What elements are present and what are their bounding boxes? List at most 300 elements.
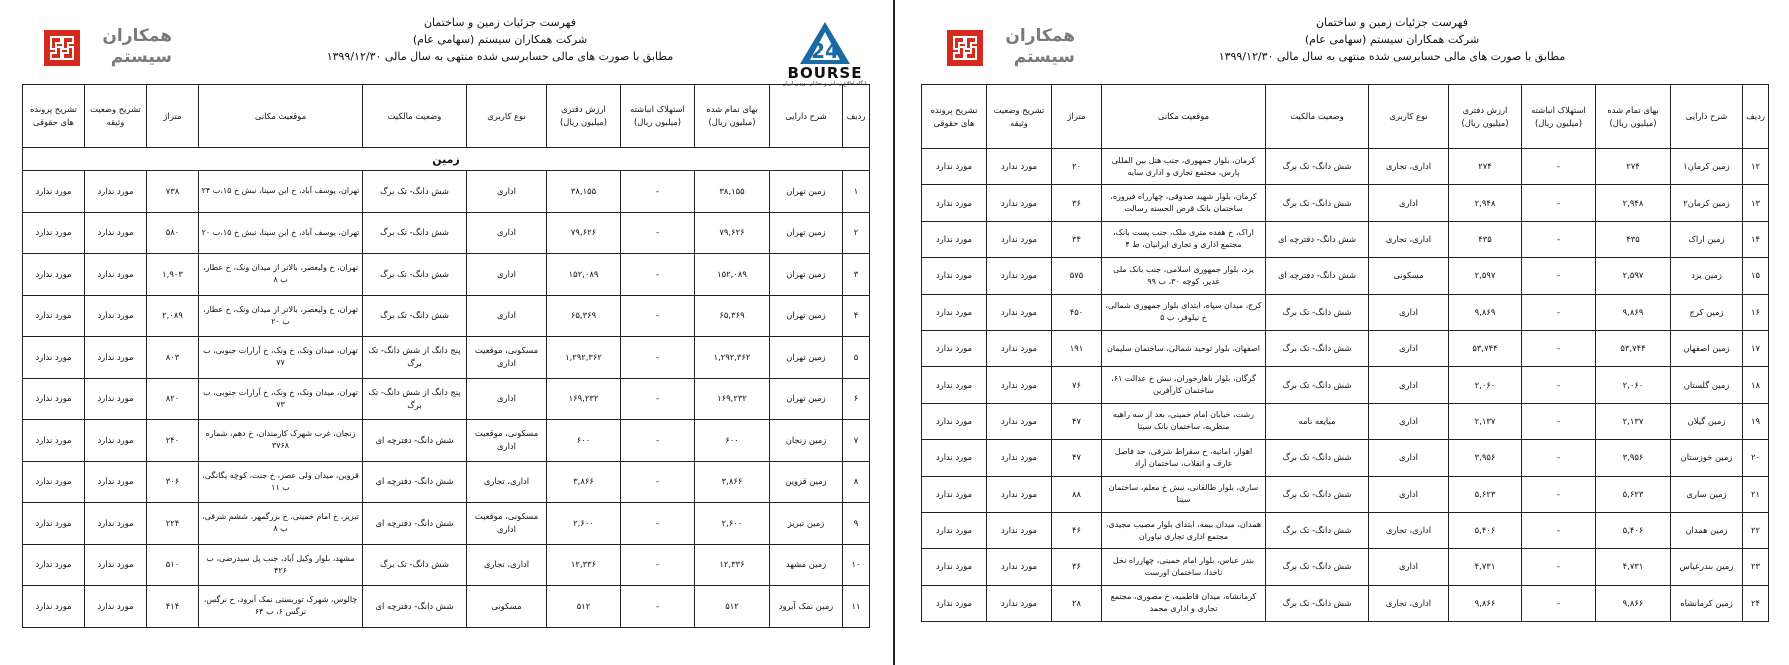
location: تهران، یوسف آباد، خ ابن سینا، نبش خ ۱۵،ب ۲۰ [199,212,363,254]
area-value: ۴۷ [1052,440,1102,476]
row-number: ۶ [843,378,870,420]
company-name: شرکت همکاران سیستم (سهامی عام) [1304,33,1480,46]
depreciation-value: - [621,254,695,296]
legal-status: مورد ندارد [922,294,987,330]
area-value: ۲۴۰ [147,420,199,462]
asset-name: زمین تبریز [770,503,843,545]
row-number: ۱۳ [1743,185,1769,221]
table-row [922,549,1769,585]
cost-value: ۱۲,۳۳۶ [695,544,770,586]
mortgage-status: مورد ندارد [987,440,1052,476]
legal-status: مورد ندارد [922,258,987,294]
section-row [23,148,870,171]
ownership-status: شش دانگ- تک برگ [363,544,467,586]
company-name: شرکت همکاران سیستم (سهامی عام) [412,33,588,46]
cost-value: ۱۶۹,۲۳۲ [695,378,770,420]
area-value: ۲۸ [1052,585,1102,621]
location: چالوس، شهرک توریستی نمک آبرود، خ نرگس، نرگس ۶، ب ۶۴ [199,586,363,628]
asset-name: زمین نمک آبرود [770,586,843,628]
row-number: ۱۷ [1743,330,1769,366]
table-header-row [23,85,870,148]
table-row [23,503,870,545]
book-value: ۲۷۴ [1449,149,1522,185]
cost-value: ۴۳۵ [1596,221,1671,257]
depreciation-value: - [1522,403,1596,439]
area-value: ۲۰ [1052,149,1102,185]
location: گرگان، بلوار ناهارخوران، نبش خ عدالت ۶۱، ساختمان کارآفرین [1102,367,1266,403]
legal-status: مورد ندارد [922,221,987,257]
area-value: ۱۹۱ [1052,330,1102,366]
mortgage-status: مورد ندارد [85,586,147,628]
row-number: ۱ [843,171,870,213]
col-book: ارزش دفتری (میلیون ریال) [1449,85,1522,149]
location: بندر عباس، بلوار امام خمینی، چهارراه نخل ناخدا، ساختمان اورست [1102,549,1266,585]
usage-type: مسکونی، موقعیت اداری [467,503,547,545]
row-number: ۱۲ [1743,149,1769,185]
legal-status: مورد ندارد [23,337,85,379]
location: تهران، یوسف آباد، خ ابن سینا، نبش خ ۱۵،ب ۲۴ [199,171,363,213]
legal-status: مورد ندارد [23,503,85,545]
table-row [922,440,1769,476]
area-value: ۴۷ [1052,403,1102,439]
mortgage-status: مورد ندارد [987,294,1052,330]
legal-status: مورد ندارد [23,212,85,254]
col-depr: استهلاک انباشته (میلیون ریال) [1522,85,1596,149]
usage-type: اداری، تجاری [467,544,547,586]
bourse-logo [780,20,870,86]
book-value: ۵۱۲ [547,586,621,628]
usage-type: اداری [467,212,547,254]
ownership-status: شش دانگ- تک برگ [1266,585,1369,621]
asset-name: زمین کرج [1671,294,1743,330]
area-value: ۵۷۵ [1052,258,1102,294]
location: رشت، خیابان امام خمینی، بعد از سه راهیه منظریه، ساختمان بانک سینا [1102,403,1266,439]
col-book: ارزش دفتری (میلیون ریال) [547,85,621,148]
cost-value: ۱۵۲,۰۸۹ [695,254,770,296]
legal-status: مورد ندارد [922,330,987,366]
cost-value: ۲,۰۶۰ [1596,367,1671,403]
book-value: ۶۰۰ [547,420,621,462]
col-row: ردیف [1743,85,1769,149]
mortgage-status: مورد ندارد [85,420,147,462]
book-value: ۲,۵۹۷ [1449,258,1522,294]
area-value: ۸۲۰ [147,378,199,420]
ownership-status: پنج دانگ از شش دانگ- تک برگ [363,337,467,379]
col-ownership: وضعیت مالکیت [363,85,467,148]
table-row [23,586,870,628]
col-location: موقعیت مکانی [1102,85,1266,149]
depreciation-value: - [1522,476,1596,512]
usage-type: اداری [1369,330,1449,366]
usage-type: مسکونی، موقعیت اداری [467,420,547,462]
asset-name: زمین اصفهان [1671,330,1743,366]
book-value: ۹,۸۶۹ [1449,294,1522,330]
legal-status: مورد ندارد [922,512,987,548]
legal-status: مورد ندارد [922,585,987,621]
location: تهران، خ ولیعصر، بالاتر از میدان ونک، خ عطار، ب ۸ [199,254,363,296]
row-number: ۲۲ [1743,512,1769,548]
depreciation-value: - [1522,149,1596,185]
ownership-status: شش دانگ- تک برگ [1266,440,1369,476]
location: کرمان، بلوار جمهوری، جنب هتل بین المللی پارس، مجتمع تجاری و اداری سایه [1102,149,1266,185]
cost-value: ۵,۴۰۶ [1596,512,1671,548]
table-row [922,330,1769,366]
book-value: ۲,۹۴۸ [1449,185,1522,221]
legal-status: مورد ندارد [23,544,85,586]
col-cost: بهای تمام شده (میلیون ریال) [695,85,770,148]
legal-status: مورد ندارد [23,295,85,337]
table-row [23,254,870,296]
asset-name: زمین گلستان [1671,367,1743,403]
land-table-left [22,84,870,628]
table-header-row [922,85,1769,149]
location: زنجان، غرب شهرک کارمندان، خ دهم، شماره ۳۷۶۸ [199,420,363,462]
depreciation-value: - [1522,585,1596,621]
depreciation-value: - [1522,367,1596,403]
cost-value: ۳,۹۵۶ [1596,440,1671,476]
book-value: ۲,۱۳۷ [1449,403,1522,439]
row-number: ۱۵ [1743,258,1769,294]
usage-type: مسکونی، موقعیت اداری [467,337,547,379]
legal-status: مورد ندارد [922,185,987,221]
row-number: ۱۱ [843,586,870,628]
ownership-status: شش دانگ- دفترچه ای [363,503,467,545]
usage-type: اداری [1369,403,1449,439]
table-row [922,221,1769,257]
asset-name: زمین اراک [1671,221,1743,257]
asset-name: زمین گیلان [1671,403,1743,439]
cost-value: ۴,۷۳۱ [1596,549,1671,585]
book-value: ۳,۸۶۶ [547,461,621,503]
location: یزد، بلوار جمهوری اسلامی، جنب بانک ملی غدیر، کوچه ۳۰، ب ۹۹ [1102,258,1266,294]
mortgage-status: مورد ندارد [987,149,1052,185]
depreciation-value: - [621,420,695,462]
book-value: ۱,۲۹۲,۳۶۲ [547,337,621,379]
document-header [300,14,700,65]
row-number: ۲۴ [1743,585,1769,621]
depreciation-value: - [1522,258,1596,294]
usage-type: اداری [1369,440,1449,476]
depreciation-value: - [1522,221,1596,257]
mortgage-status: مورد ندارد [987,476,1052,512]
bourse-mark-icon [780,20,870,66]
col-area: متراژ [1052,85,1102,149]
col-mortgage: تشریح وضعیت وثیقه [85,85,147,148]
table-row [922,185,1769,221]
ownership-status: شش دانگ- تک برگ [1266,294,1369,330]
area-value: ۲۲۴ [147,503,199,545]
legal-status: مورد ندارد [23,461,85,503]
cost-value: ۵۱۲ [695,586,770,628]
usage-type: اداری [1369,549,1449,585]
row-number: ۴ [843,295,870,337]
ownership-status: شش دانگ- تک برگ [363,295,467,337]
book-value: ۳,۹۵۶ [1449,440,1522,476]
svg-text:24: 24 [811,39,839,63]
table-row [23,461,870,503]
mortgage-status: مورد ندارد [987,512,1052,548]
table-row [922,476,1769,512]
mortgage-status: مورد ندارد [987,367,1052,403]
table-row [23,295,870,337]
legal-status: مورد ندارد [23,420,85,462]
depreciation-value: - [1522,294,1596,330]
ownership-status: شش دانگ- تک برگ [1266,330,1369,366]
cost-value: ۳۸,۱۵۵ [695,171,770,213]
land-table-right [921,84,1769,622]
location: قزوین، میدان ولی عصر، خ جنت، کوچه یگانگی، ب ۱۱ [199,461,363,503]
usage-type: اداری [1369,476,1449,512]
area-value: ۳۶ [1052,185,1102,221]
usage-type: مسکونی [1369,258,1449,294]
asset-name: زمین تهران [770,337,843,379]
asset-name: زمین تهران [770,295,843,337]
depreciation-value: - [1522,440,1596,476]
area-value: ۴۶ [1052,512,1102,548]
legal-status: مورد ندارد [23,586,85,628]
location: کرج، میدان سپاه، ابتدای بلوار جمهوری شمالی، خ نیلوفر، ب ۵ [1102,294,1266,330]
usage-type: اداری، تجاری [1369,585,1449,621]
col-ownership: وضعیت مالکیت [1266,85,1369,149]
usage-type: اداری [1369,185,1449,221]
mortgage-status: مورد ندارد [987,258,1052,294]
row-number: ۱۹ [1743,403,1769,439]
asset-name: زمین ساری [1671,476,1743,512]
bourse-name: BOURSE [787,64,863,82]
asset-name: زمین مشهد [770,544,843,586]
legal-status: مورد ندارد [922,549,987,585]
ownership-status: شش دانگ- تک برگ [1266,185,1369,221]
legal-status: مورد ندارد [922,440,987,476]
location: کرمان، بلوار شهید صدوقی، چهارراه فیروزه، ساختمان بانک قرض الحسنه رسالت [1102,185,1266,221]
document-header [1192,14,1592,65]
mortgage-status: مورد ندارد [85,171,147,213]
row-number: ۱۰ [843,544,870,586]
book-value: ۹,۸۶۶ [1449,585,1522,621]
location: اراک، خ هفده متری ملک، جنب پست بانک، مجتمع اداری و تجاری ایرانیان، ط ۴ [1102,221,1266,257]
ownership-status: شش دانگ- دفترچه ای [363,420,467,462]
mortgage-status: مورد ندارد [987,403,1052,439]
usage-type: اداری، تجاری [467,461,547,503]
asset-name: زمین تهران [770,378,843,420]
row-number: ۱۶ [1743,294,1769,330]
ownership-status: شش دانگ- تک برگ [363,254,467,296]
mortgage-status: مورد ندارد [85,378,147,420]
hamkaran-mark-icon [44,30,80,66]
table-row [23,544,870,586]
mortgage-status: مورد ندارد [85,544,147,586]
asset-name: زمین تهران [770,212,843,254]
depreciation-value: - [621,295,695,337]
area-value: ۱,۹۰۳ [147,254,199,296]
mortgage-status: مورد ندارد [987,585,1052,621]
table-row [23,212,870,254]
mortgage-status: مورد ندارد [85,254,147,296]
book-value: ۲,۰۶۰ [1449,367,1522,403]
col-cost: بهای تمام شده (میلیون ریال) [1596,85,1671,149]
depreciation-value: - [621,503,695,545]
row-number: ۲۰ [1743,440,1769,476]
legal-status: مورد ندارد [922,476,987,512]
asset-name: زمین تهران [770,254,843,296]
legal-status: مورد ندارد [23,254,85,296]
book-value: ۵,۶۲۳ [1449,476,1522,512]
section-label: زمین [23,148,870,171]
area-value: ۳۶ [1052,549,1102,585]
ownership-status: شش دانگ- دفترچه ای [363,461,467,503]
depreciation-value: - [621,171,695,213]
asset-name: زمین کرمان۱ [1671,149,1743,185]
legal-status: مورد ندارد [23,171,85,213]
cost-value: ۲,۵۹۷ [1596,258,1671,294]
depreciation-value: - [621,378,695,420]
cost-value: ۶۰۰ [695,420,770,462]
cost-value: ۹,۸۶۹ [1596,294,1671,330]
area-value: ۴۱۴ [147,586,199,628]
table-row [23,337,870,379]
mortgage-status: مورد ندارد [85,295,147,337]
usage-type: مسکونی [467,586,547,628]
mortgage-status: مورد ندارد [987,549,1052,585]
row-number: ۵ [843,337,870,379]
col-asset: شرح دارایی [770,85,843,148]
row-number: ۷ [843,420,870,462]
table-row [922,149,1769,185]
depreciation-value: - [621,544,695,586]
hamkaran-mark-icon [947,30,983,66]
book-value: ۵,۴۰۶ [1449,512,1522,548]
area-value: ۷۳۸ [147,171,199,213]
location: تهران، خ ولیعصر، بالاتر از میدان ونک، خ عطار، ب ۲۰ [199,295,363,337]
usage-type: اداری، تجاری [1369,149,1449,185]
col-legal: تشریح پرونده های حقوقی [23,85,85,148]
cost-value: ۷۹,۶۲۶ [695,212,770,254]
mortgage-status: مورد ندارد [987,185,1052,221]
row-number: ۲۳ [1743,549,1769,585]
left-page [0,0,893,665]
usage-type: اداری [467,378,547,420]
depreciation-value: - [621,586,695,628]
location: مشهد، بلوار وکیل آباد، جنب پل سیدرضی، ب ۴۲۶ [199,544,363,586]
ownership-status: شش دانگ- تک برگ [1266,476,1369,512]
asset-name: زمین کرمانشاه [1671,585,1743,621]
ownership-status: شش دانگ- تک برگ [363,171,467,213]
row-number: ۳ [843,254,870,296]
area-value: ۵۸۰ [147,212,199,254]
cost-value: ۲,۱۳۷ [1596,403,1671,439]
table-row [23,171,870,213]
usage-type: اداری [467,295,547,337]
table-row [922,585,1769,621]
document-subtitle: مطابق با صورت های مالی حسابرسی شده منتهی به سال مالی ۱۳۹۹/۱۲/۳۰ [326,50,674,63]
usage-type: اداری [467,171,547,213]
usage-type: اداری [467,254,547,296]
depreciation-value: - [1522,185,1596,221]
usage-type: اداری [1369,294,1449,330]
col-usage: نوع کاربری [1369,85,1449,149]
document-title: فهرست جزئیات زمین و ساختمان [423,16,577,29]
row-number: ۲ [843,212,870,254]
depreciation-value: - [621,212,695,254]
legal-status: مورد ندارد [922,149,987,185]
cost-value: ۳,۸۶۶ [695,461,770,503]
mortgage-status: مورد ندارد [85,212,147,254]
usage-type: اداری، تجاری [1369,221,1449,257]
book-value: ۱۵۲,۰۸۹ [547,254,621,296]
ownership-status: شش دانگ- تک برگ [1266,549,1369,585]
col-legal: تشریح پرونده های حقوقی [922,85,987,149]
row-number: ۱۸ [1743,367,1769,403]
book-value: ۴,۷۳۱ [1449,549,1522,585]
ownership-status: شش دانگ- دفترچه ای [1266,221,1369,257]
cost-value: ۶۵,۳۶۹ [695,295,770,337]
asset-name: زمین خوزستان [1671,440,1743,476]
document-title: فهرست جزئیات زمین و ساختمان [1315,16,1469,29]
table-row [922,512,1769,548]
depreciation-value: - [621,461,695,503]
ownership-status: شش دانگ- تک برگ [1266,512,1369,548]
ownership-status: شش دانگ- دفترچه ای [363,586,467,628]
area-value: ۸۸ [1052,476,1102,512]
location: تهران، میدان ونک، خ ونک، خ آرارات جنوبی، ب ۷۷ [199,337,363,379]
col-mortgage: تشریح وضعیت وثیقه [987,85,1052,149]
table-row [922,403,1769,439]
area-value: ۳۴ [1052,221,1102,257]
cost-value: ۲۷۴ [1596,149,1671,185]
legal-status: مورد ندارد [922,367,987,403]
mortgage-status: مورد ندارد [85,461,147,503]
mortgage-status: مورد ندارد [987,221,1052,257]
depreciation-value: - [621,337,695,379]
book-value: ۱۲,۳۳۶ [547,544,621,586]
table-row [922,258,1769,294]
hamkaran-logo-text: همکاران سیستم [1005,26,1075,67]
asset-name: زمین یزد [1671,258,1743,294]
hamkaran-logo-text: همکاران سیستم [102,26,172,67]
cost-value: ۹,۸۶۶ [1596,585,1671,621]
usage-type: اداری [1369,367,1449,403]
area-value: ۵۱۰ [147,544,199,586]
area-value: ۲,۰۸۹ [147,295,199,337]
cost-value: ۲,۹۴۸ [1596,185,1671,221]
location: اهواز، امانیه، خ سقراط شرقی، حد فاصل عارف و انقلاب، ساختمان آراد [1102,440,1266,476]
legal-status: مورد ندارد [922,403,987,439]
book-value: ۵۳,۷۴۴ [1449,330,1522,366]
ownership-status: شش دانگ- تک برگ [363,212,467,254]
depreciation-value: - [1522,512,1596,548]
col-asset: شرح دارایی [1671,85,1743,149]
area-value: ۴۵۰ [1052,294,1102,330]
col-location: موقعیت مکانی [199,85,363,148]
location: ساری، بلوار طالقانی، نبش خ معلم، ساختمان سینا [1102,476,1266,512]
legal-status: مورد ندارد [23,378,85,420]
col-depr: استهلاک انباشته (میلیون ریال) [621,85,695,148]
table-row [23,420,870,462]
ownership-status: مبایعه نامه [1266,403,1369,439]
book-value: ۲,۶۰۰ [547,503,621,545]
location: تبریز، خ امام خمینی، خ بزرگمهر، ششم شرقی، ب ۸ [199,503,363,545]
book-value: ۴۳۵ [1449,221,1522,257]
table-row [23,378,870,420]
ownership-status: پنج دانگ از شش دانگ- تک برگ [363,378,467,420]
asset-name: زمین کرمان۲ [1671,185,1743,221]
table-row [922,367,1769,403]
row-number: ۲۱ [1743,476,1769,512]
mortgage-status: مورد ندارد [987,330,1052,366]
book-value: ۱۶۹,۲۳۲ [547,378,621,420]
location: اصفهان، بلوار توحید شمالی، ساختمان سلیمان [1102,330,1266,366]
book-value: ۷۹,۶۲۶ [547,212,621,254]
